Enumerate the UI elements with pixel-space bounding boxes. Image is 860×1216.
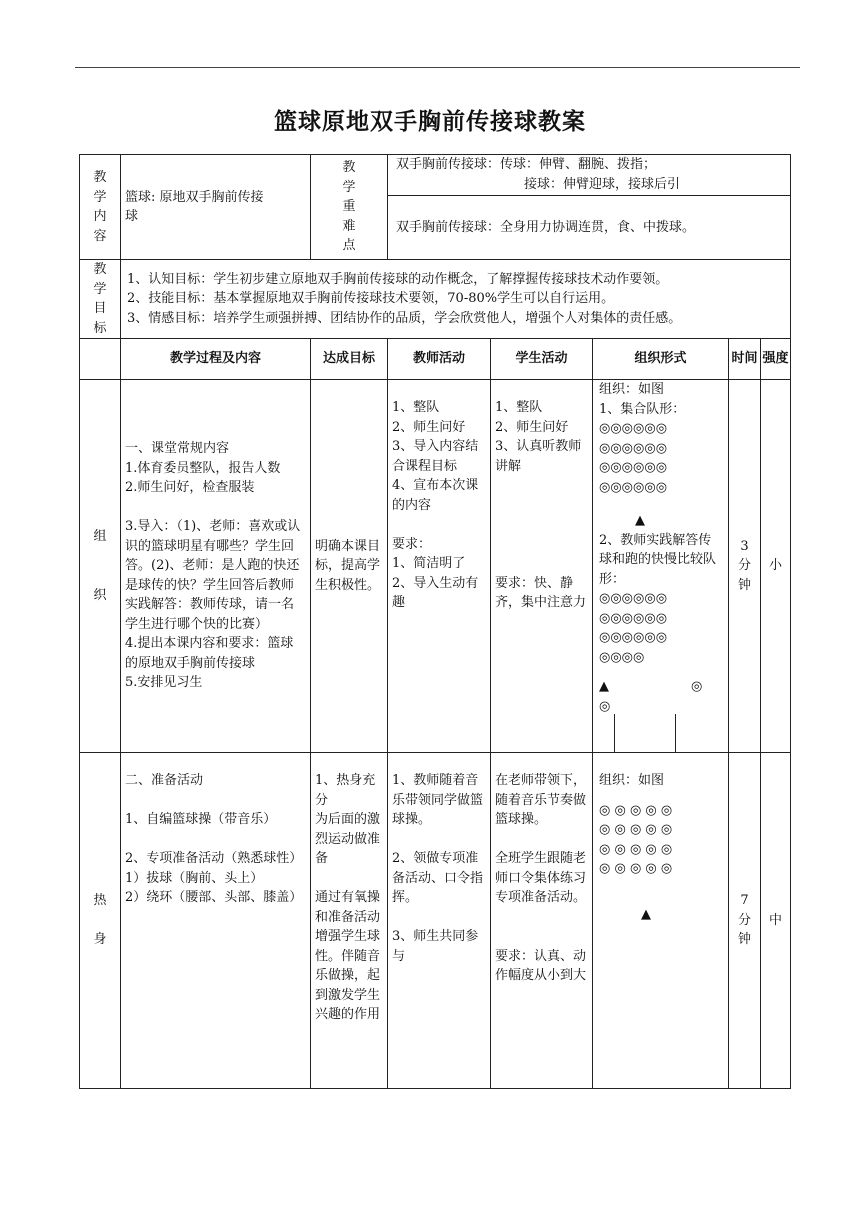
organize-formation xyxy=(593,380,729,753)
lane-line-left xyxy=(614,714,615,752)
header-rule xyxy=(75,67,800,68)
warmup-formation xyxy=(593,753,729,1089)
goal-item: 3、情感目标：培养学生顽强拼搏、团结协作的品质，学会欣赏他人，增强个人对集体的责任感。 xyxy=(127,310,682,326)
formation-head: 组织：如图 xyxy=(599,773,665,788)
header-blank-cell xyxy=(80,339,121,380)
col-header-organization: 组织形式 xyxy=(593,339,729,380)
formation-head: 组织：如图 1、集合队形： xyxy=(599,382,686,417)
organize-time: 3 分 钟 xyxy=(729,380,761,753)
key-points-label: 教 学 重 难 点 xyxy=(311,155,388,260)
teacher-triangle-icon: ▲ xyxy=(641,906,651,922)
goal-item: 2、技能目标：基本掌握原地双手胸前传接球技术要领，70-80%学生可以自行运用。 xyxy=(127,291,615,307)
warmup-goal: 1、热身充分 为后面的激烈运动做准备 通过有氧操和准备活动增强学生球性。伴随音乐做操，起到激发学生兴趣的作用 xyxy=(311,753,388,1089)
phase-label-warmup: 热 身 xyxy=(80,753,121,1089)
warmup-time: 7 分 钟 xyxy=(729,753,761,1089)
col-header-intensity-text: 强度 xyxy=(762,351,789,366)
race-line xyxy=(599,677,724,697)
phase-label-organize: 组 织 xyxy=(80,380,121,753)
lane-line-right xyxy=(675,714,676,752)
formation-row: ◎◎◎◎ xyxy=(599,649,645,665)
organize-goal: 明确本课目标，提高学生积极性。 xyxy=(311,380,388,753)
formation-mid: 2、教师实践解答传球和跑的快慢比较队形： xyxy=(599,532,717,587)
formation-row: ◎ ◎ ◎ ◎ ◎ xyxy=(599,861,673,876)
formation-row: ◎◎◎◎◎◎ xyxy=(599,610,668,626)
col-header-process: 教学过程及内容 xyxy=(121,339,311,380)
formation-row: ◎◎◎◎◎◎ xyxy=(599,591,668,606)
teacher-triangle-icon: ▲ xyxy=(599,679,609,694)
formation-row: ◎ ◎ ◎ ◎ ◎ xyxy=(599,841,673,857)
goals-label: 教 学 目 标 xyxy=(80,260,121,339)
formation-row: ◎ ◎ ◎ ◎ ◎ xyxy=(599,802,673,818)
goal-item: 1、认知目标：学生初步建立原地双手胸前传接球的动作概念，了解撑握传接球技术动作要领。 xyxy=(127,271,669,287)
goals-cell xyxy=(121,260,791,339)
teacher-triangle-icon: ▲ xyxy=(635,513,645,528)
organize-student: 1、整队 2、师生问好 3、认真听教师讲解 要求：快、静齐，集中注意力 xyxy=(491,380,593,753)
formation-row: ◎◎◎◎◎◎ xyxy=(599,460,668,475)
key-points-cell xyxy=(388,155,791,196)
content-label: 教 学 内 容 xyxy=(80,155,121,260)
organize-intensity: 小 xyxy=(761,380,791,753)
organize-content: 一、课堂常规内容 1.体育委员整队，报告人数 2.师生问好，检查服装 3.导入：（1)、老师：喜欢或认识的篮球明星有哪些？学生回答。(2)、老师：是人跑的快还是球传的快？学生回答后教师实践解答：教师传球，请一名学生进行哪个快的比赛） 4.提出本课内容和要求：篮球的原地双手胸前传接球 5.安排见习生 xyxy=(121,380,311,753)
col-header-student: 学生活动 xyxy=(491,339,593,380)
warmup-content: 二、准备活动 1、自编篮球操（带音乐） 2、专项准备活动（熟悉球性） 1）拔球（胸前、头上） 2）绕环（腰部、头部、膝盖） xyxy=(121,753,311,1089)
col-header-teacher: 教师活动 xyxy=(388,339,491,380)
formation-row: ◎◎◎◎◎◎ xyxy=(599,440,668,456)
formation-row: ◎◎◎◎◎◎ xyxy=(599,479,668,495)
student-marker-icon: ◎ xyxy=(599,699,611,714)
lesson-plan-table xyxy=(79,154,791,1089)
key-points-line-2: 接球：伸臂迎球，接球后引 xyxy=(524,176,681,192)
student-marker-icon: ◎ xyxy=(691,679,703,694)
page-title: 篮球原地双手胸前传接球教案 xyxy=(274,109,586,135)
col-header-time-text: 时间 xyxy=(731,351,758,366)
key-points-line-1: 双手胸前传接球：传球：伸臂、翻腕、拨指； xyxy=(396,157,657,172)
col-header-time xyxy=(729,339,761,380)
formation-row: ◎◎◎◎◎◎ xyxy=(599,630,668,645)
col-header-intensity xyxy=(761,339,791,380)
difficulty-text: 双手胸前传接球：全身用力协调连贯，食、中拨球。 xyxy=(388,196,791,260)
warmup-student: 在老师带领下，随着音乐节奏做篮球操。 全班学生跟随老师口令集体练习专项准备活动。 要求：认真、动作幅度从小到大 xyxy=(491,753,593,1089)
organize-teacher: 1、整队 2、师生问好 3、导入内容结合课程目标 4、宣布本次课的内容 要求： 1、简洁明了 2、导入生动有趣 xyxy=(388,380,491,753)
content-text: 篮球: 原地双手胸前传接 球 xyxy=(121,155,311,260)
warmup-intensity: 中 xyxy=(761,753,791,1089)
formation-row: ◎◎◎◎◎◎ xyxy=(599,421,668,436)
warmup-teacher: 1、教师随着音乐带领同学做篮球操。 2、领做专项准备活动、口令指挥。 3、师生共同参与 xyxy=(388,753,491,1089)
col-header-goal: 达成目标 xyxy=(311,339,388,380)
formation-row: ◎ ◎ ◎ ◎ ◎ xyxy=(599,822,673,837)
